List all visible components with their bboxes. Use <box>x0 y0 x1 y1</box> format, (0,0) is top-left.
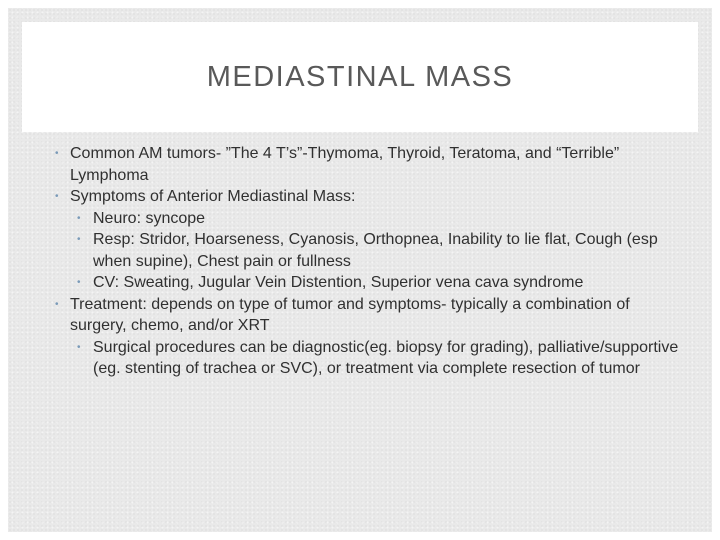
bullet-text: Common AM tumors- ”The 4 T’s”-Thymoma, Thyroid, Teratoma, and “Terrible” Lymphoma <box>70 145 620 184</box>
bullet-list <box>48 143 688 380</box>
bullet-dot-icon: • <box>77 341 81 353</box>
bullet-item <box>48 294 688 337</box>
sub-bullet-item <box>48 337 688 380</box>
bullet-dot-icon: • <box>77 234 81 245</box>
bullet-text: Symptoms of Anterior Mediastinal Mass: <box>70 188 356 205</box>
bullet-dot-icon: • <box>55 191 59 202</box>
bullet-text: CV: Sweating, Jugular Vein Distention, Superior vena cava syndrome <box>93 274 584 291</box>
bullet-dot-icon: • <box>55 148 59 159</box>
sub-bullet-item <box>48 208 688 230</box>
bullet-text: Treatment: depends on type of tumor and symptoms- typically a combination of surgery, chemo, and/or XRT <box>70 295 630 334</box>
bullet-text: Neuro: syncope <box>93 209 206 227</box>
bullet-dot-icon: • <box>77 212 81 224</box>
bullet-item <box>48 143 688 186</box>
bullet-text: Resp: Stridor, Hoarseness, Cyanosis, Orthopnea, Inability to lie flat, Cough (esp when supine), Chest pain or fullness <box>93 231 658 270</box>
bullet-text: Surgical procedures can be diagnostic(eg. biopsy for grading), palliative/supportive (eg. stenting of trachea or SVC), or treatment via complete resection of tumor <box>93 338 679 377</box>
sub-bullet-item <box>48 229 688 272</box>
slide <box>8 8 712 532</box>
slide-title: MEDIASTINAL MASS <box>206 60 514 93</box>
bullet-item <box>48 186 688 208</box>
sub-bullet-item <box>48 272 688 294</box>
bullet-dot-icon: • <box>55 298 59 310</box>
title-box <box>22 22 698 132</box>
bullet-dot-icon: • <box>77 277 81 288</box>
